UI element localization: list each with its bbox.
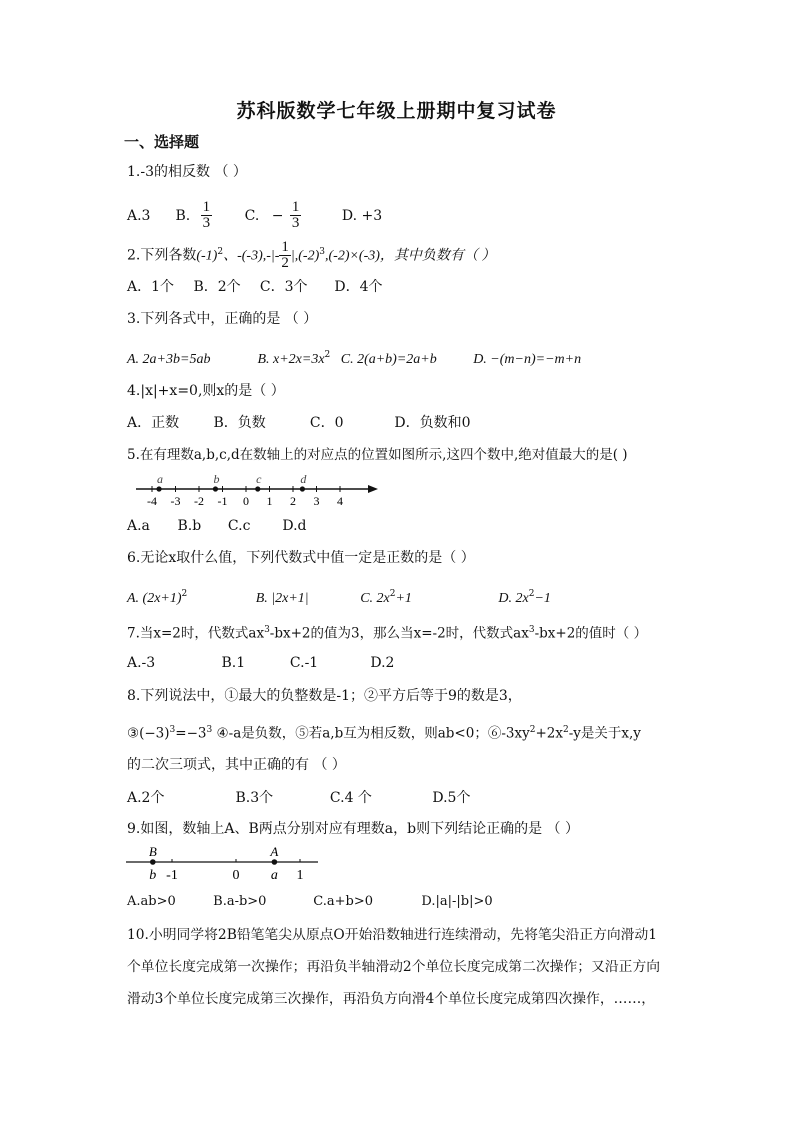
point-b <box>213 486 218 491</box>
point-upper-label: A <box>270 844 279 859</box>
tick-label: 1 <box>296 868 304 883</box>
option-a: A．正数 <box>127 415 180 431</box>
stem-text: 2.下列各数 <box>127 247 197 264</box>
question-2-options <box>127 278 383 296</box>
question-9-options <box>127 893 493 911</box>
axis-arrow <box>368 485 378 493</box>
question-8-line-3: 的二次三项式，其中正确的有 （ ） <box>127 757 346 773</box>
question-7-stem <box>127 621 647 643</box>
expression: 、-(-3),-|- <box>223 248 280 264</box>
option-b-fraction <box>201 200 213 231</box>
option-b: B．负数 <box>213 415 266 431</box>
question-1-options <box>127 200 382 231</box>
exponent: 2 <box>528 589 535 599</box>
question-10-line-2: 个单位长度完成第一次操作；再沿负半轴滑动2个单位长度完成第二次操作；又沿正方向 <box>127 959 661 975</box>
option-b: B．2个 <box>193 279 241 295</box>
number-line-q9 <box>124 842 324 888</box>
option-c-label: C. <box>244 207 260 224</box>
option-d: D．4个 <box>334 279 383 295</box>
statement-3-rhs: =−3 <box>175 725 207 742</box>
tick-label: 3 <box>313 494 320 508</box>
option-b: B. x+2x=3x <box>257 351 325 367</box>
exponent: 3 <box>528 625 535 635</box>
option-b: B. |2x+1| <box>255 590 309 606</box>
option-d: D．负数和0 <box>394 415 471 431</box>
option-c: C.4 个 <box>329 790 372 806</box>
fraction-denominator: 3 <box>202 215 211 231</box>
point-c <box>255 486 260 491</box>
point-a <box>272 859 278 865</box>
stem-text: -bx+2的值时（ ） <box>534 625 648 642</box>
half-fraction <box>279 240 291 271</box>
option-c-fraction <box>290 200 302 231</box>
number-line-q5 <box>132 468 382 510</box>
exponent: 2 <box>529 725 536 735</box>
question-6-stem: 6.无论x取什么值，下列代数式中值一定是正数的是（ ） <box>127 550 475 566</box>
exponent: 3 <box>206 725 213 735</box>
option-d-tail: −1 <box>534 590 551 606</box>
tick-label: -1 <box>217 494 228 508</box>
fraction-denominator: 3 <box>291 215 300 231</box>
option-a: A.2个 <box>127 790 165 806</box>
exponent: 2 <box>324 350 331 360</box>
expression: ,(-2)×(-3)，其中负数有（ ） <box>325 248 496 264</box>
point-b <box>150 859 156 865</box>
question-3-stem: 3.下列各式中，正确的是 （ ） <box>127 311 318 327</box>
tick-label: 1 <box>266 494 273 508</box>
option-c: C．0 <box>309 415 344 431</box>
question-7-options <box>127 654 394 672</box>
option-c: C.c <box>227 518 251 534</box>
option-d: D.d <box>282 518 307 534</box>
option-c-sign: − <box>271 207 284 224</box>
tick-label: 2 <box>290 494 296 508</box>
exponent: 2 <box>181 589 188 599</box>
expression: |,(-2) <box>290 248 320 264</box>
expression: (-1) <box>196 248 218 264</box>
question-10-line-3: 滑动3个单位长度完成第三次操作，再沿负方向滑4个单位长度完成第四次操作，……， <box>127 991 656 1007</box>
page-title: 苏科版数学七年级上册期中复习试卷 <box>236 100 557 122</box>
point-label: c <box>256 472 262 486</box>
option-a: A.a <box>127 518 150 534</box>
question-8-line-1: 8.下列说法中，①最大的负整数是-1；②平方后等于9的数是3， <box>127 688 522 704</box>
option-a: A.ab>0 <box>127 894 176 909</box>
fraction-numerator: 1 <box>202 199 211 215</box>
point-label: b <box>213 472 220 486</box>
option-b: B.a-b>0 <box>213 894 267 909</box>
option-a: A．1个 <box>127 279 175 295</box>
option-b-label: B. <box>175 207 191 224</box>
option-d: D.2 <box>370 655 395 671</box>
statements-4-6: ④-a是负数，⑤若a,b互为相反数，则ab<0；⑥-3xy <box>216 725 530 742</box>
exponent: 3 <box>319 246 325 257</box>
point-label: a <box>157 472 164 486</box>
question-8-options <box>127 789 470 807</box>
exponent: 3 <box>169 725 176 735</box>
statement-6-tail: -y是关于x,y <box>568 725 641 742</box>
question-5-stem: 5.在有理数a,b,c,d在数轴上的对应点的位置如图所示,这四个数中,绝对值最大的是( ) <box>127 447 628 463</box>
tick-label: 0 <box>243 494 249 508</box>
statement-3: ③(−3) <box>127 725 170 742</box>
exponent: 2 <box>562 725 569 735</box>
option-a: A. (2x+1) <box>127 590 182 606</box>
tick-label: -4 <box>147 494 157 508</box>
exponent: 2 <box>389 589 396 599</box>
point-lower-label: a <box>270 868 278 883</box>
point-lower-label: b <box>149 868 157 883</box>
option-c: C.a+b>0 <box>313 894 374 909</box>
question-8-line-2 <box>127 721 641 743</box>
question-1-stem: 1.-3的相反数 （ ） <box>127 164 247 180</box>
option-d: D. 2x <box>498 590 529 606</box>
option-a: A. 2a+3b=5ab <box>127 351 211 367</box>
tick-label: -3 <box>170 494 181 508</box>
option-c: C.-1 <box>289 655 319 671</box>
option-c: C. 2x <box>360 590 390 606</box>
question-9-stem: 9.如图，数轴上A、B两点分别对应有理数a，b则下列结论正确的是 （ ） <box>127 821 579 837</box>
fraction-denominator: 2 <box>281 255 289 271</box>
stem-text: -bx+2的值为3，那么当x=-2时，代数式ax <box>269 625 529 642</box>
option-c-tail: +1 <box>395 590 412 606</box>
option-b: B.3个 <box>235 790 274 806</box>
option-d: D.|a|-|b|>0 <box>421 894 493 909</box>
section-heading: 一、选择题 <box>124 133 200 151</box>
tick-label: -2 <box>194 494 204 508</box>
point-d <box>300 486 305 491</box>
option-d: D. +3 <box>341 207 383 224</box>
option-c: C. 2(a+b)=2a+b <box>340 351 437 367</box>
question-4-options <box>127 414 471 432</box>
option-d: D. −(m−n)=−m+n <box>473 351 582 367</box>
question-3-options <box>127 346 581 369</box>
statement-6-term: +2x <box>535 725 563 742</box>
option-b: B.b <box>177 518 202 534</box>
option-c: C．3个 <box>259 279 308 295</box>
question-10-line-1: 10.小明同学将2B铅笔笔尖从原点O开始沿数轴进行连续滑动，先将笔尖沿正方向滑动1 <box>127 927 658 943</box>
question-5-options <box>127 517 307 535</box>
point-upper-label: B <box>148 844 157 859</box>
exponent: 2 <box>217 246 224 257</box>
tick-label: -1 <box>166 868 178 883</box>
option-d: D.5个 <box>432 790 471 806</box>
tick-label: 0 <box>232 868 240 883</box>
fraction-numerator: 1 <box>281 239 289 255</box>
question-4-stem: 4.|x|+x=0,则x的是（ ） <box>127 383 285 399</box>
option-a: A.-3 <box>127 655 156 671</box>
option-a: A.3 <box>127 207 151 224</box>
point-label: d <box>300 472 307 486</box>
question-6-options <box>127 585 551 608</box>
option-b: B.1 <box>221 655 246 671</box>
fraction-numerator: 1 <box>291 199 300 215</box>
stem-text: 7.当x=2时，代数式ax <box>127 625 265 642</box>
exponent: 3 <box>264 625 270 635</box>
point-a <box>156 486 161 491</box>
tick-label: 4 <box>337 494 343 508</box>
question-2-stem <box>127 240 495 271</box>
